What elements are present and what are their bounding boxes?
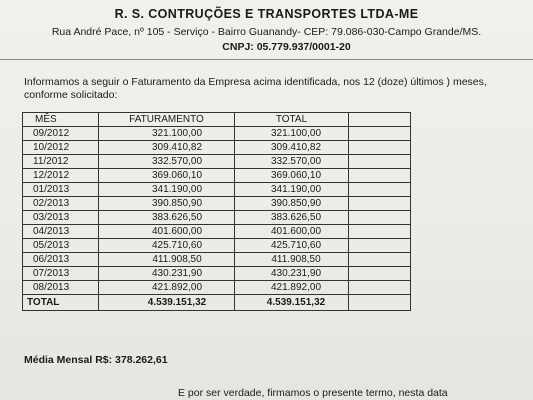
cell-empty [349, 281, 411, 295]
letterhead [0, 4, 533, 53]
cell-total-total: 4.539.151,32 [235, 295, 349, 311]
table-row [23, 239, 411, 253]
table-row [23, 155, 411, 169]
closing-statement: E por ser verdade, firmamos o presente termo, nesta data [178, 387, 448, 399]
cell-empty [349, 141, 411, 155]
cell-total: 421.892,00 [235, 281, 349, 295]
cell-total: 425.710,60 [235, 239, 349, 253]
cell-mes: 05/2013 [23, 239, 99, 253]
cell-total: 390.850,90 [235, 197, 349, 211]
cell-mes: 01/2013 [23, 183, 99, 197]
cell-mes: 02/2013 [23, 197, 99, 211]
cell-empty [349, 225, 411, 239]
table-row [23, 183, 411, 197]
cell-mes: 09/2012 [23, 127, 99, 141]
cell-empty [349, 267, 411, 281]
cell-mes: 07/2013 [23, 267, 99, 281]
table-row [23, 141, 411, 155]
cell-empty [349, 183, 411, 197]
cell-total-label: TOTAL [23, 295, 99, 311]
revenue-table [22, 112, 411, 311]
company-name: R. S. CONTRUÇÕES E TRANSPORTES LTDA-ME [114, 7, 419, 21]
table-row [23, 169, 411, 183]
cell-faturamento: 425.710,60 [99, 239, 235, 253]
table-header-row [23, 113, 411, 127]
header-faturamento: FATURAMENTO [99, 113, 235, 127]
cell-faturamento: 383.626,50 [99, 211, 235, 225]
cell-empty [349, 197, 411, 211]
cell-total: 401.600,00 [235, 225, 349, 239]
intro-paragraph: Informamos a seguir o Faturamento da Empresa acima identificada, nos 12 (doze) últimos ) meses, conforme solicitado: [24, 76, 487, 101]
table-row [23, 267, 411, 281]
cell-mes: 03/2013 [23, 211, 99, 225]
table-row [23, 127, 411, 141]
cell-faturamento: 430.231,90 [99, 267, 235, 281]
company-cnpj: CNPJ: 05.779.937/0001-20 [222, 41, 351, 53]
cell-faturamento: 421.892,00 [99, 281, 235, 295]
cell-total: 369.060,10 [235, 169, 349, 183]
cell-total: 430.231,90 [235, 267, 349, 281]
table-row [23, 197, 411, 211]
cell-total-faturamento: 4.539.151,32 [99, 295, 235, 311]
cell-total: 332.570,00 [235, 155, 349, 169]
cell-total: 383.626,50 [235, 211, 349, 225]
cell-mes: 04/2013 [23, 225, 99, 239]
cell-faturamento: 390.850,90 [99, 197, 235, 211]
cell-mes: 08/2013 [23, 281, 99, 295]
cell-faturamento: 411.908,50 [99, 253, 235, 267]
table-row [23, 225, 411, 239]
cell-total: 309.410,82 [235, 141, 349, 155]
cell-mes: 06/2013 [23, 253, 99, 267]
header-mes: MÊS [23, 113, 99, 127]
cell-total: 321.100,00 [235, 127, 349, 141]
cell-mes: 10/2012 [23, 141, 99, 155]
cell-faturamento: 369.060,10 [99, 169, 235, 183]
cell-empty [349, 239, 411, 253]
monthly-average: Média Mensal R$: 378.262,61 [24, 354, 168, 366]
cell-faturamento: 341.190,00 [99, 183, 235, 197]
header-empty [349, 113, 411, 127]
header-divider [0, 59, 533, 60]
cell-faturamento: 401.600,00 [99, 225, 235, 239]
cell-empty [349, 127, 411, 141]
cell-faturamento: 309.410,82 [99, 141, 235, 155]
cell-mes: 11/2012 [23, 155, 99, 169]
cell-empty [349, 253, 411, 267]
company-address: Rua André Pace, nº 105 - Serviço - Bairro Guanandy- CEP: 79.086-030-Campo Grande/MS. [51, 26, 482, 38]
cell-empty [349, 295, 411, 311]
table-row [23, 281, 411, 295]
cell-empty [349, 155, 411, 169]
table-row [23, 211, 411, 225]
table-row [23, 253, 411, 267]
cell-mes: 12/2012 [23, 169, 99, 183]
cell-empty [349, 211, 411, 225]
cell-empty [349, 169, 411, 183]
table-total-row [23, 295, 411, 311]
cell-total: 411.908,50 [235, 253, 349, 267]
cell-faturamento: 332.570,00 [99, 155, 235, 169]
cell-total: 341.190,00 [235, 183, 349, 197]
header-total: TOTAL [235, 113, 349, 127]
cell-faturamento: 321.100,00 [99, 127, 235, 141]
